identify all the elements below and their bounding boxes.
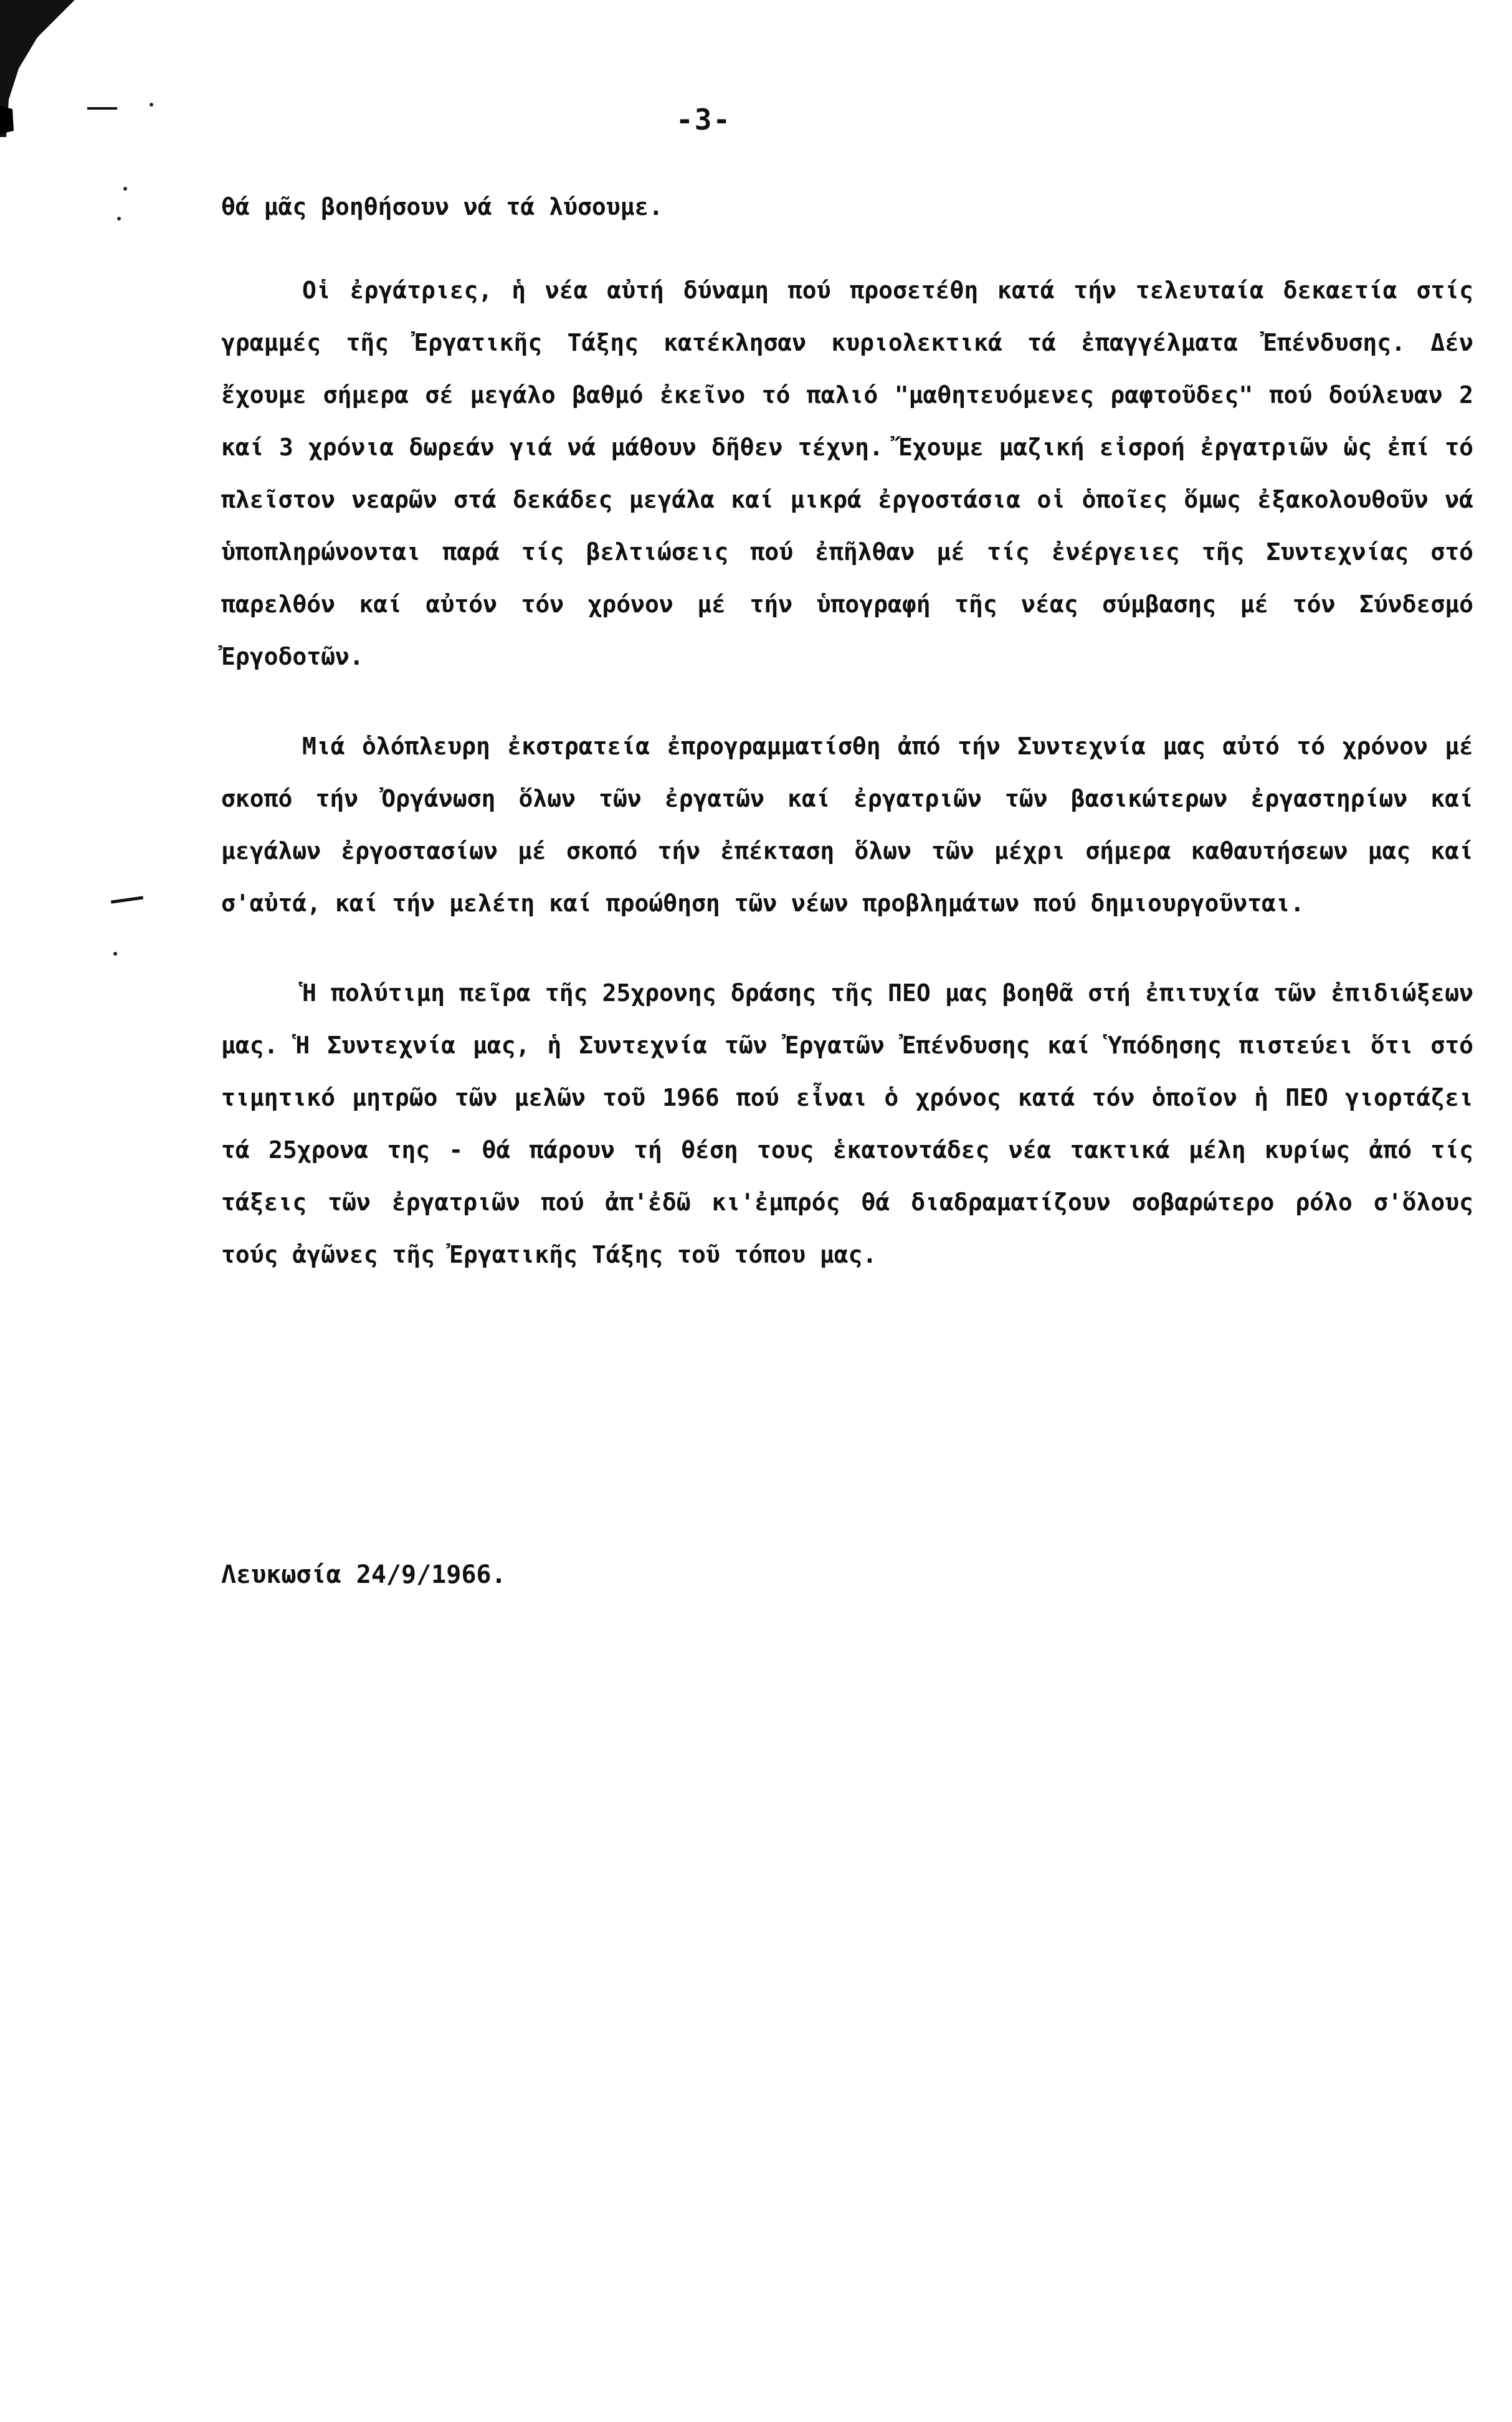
- margin-speck: [113, 952, 117, 956]
- margin-speck: [150, 103, 153, 107]
- page-number: -3-: [676, 103, 732, 136]
- paragraph-campaign: Μιά ὁλόπλευρη ἐκστρατεία ἐπρογραμματίσθη ἀπό τήν Συντεχνία μας αὐτό τό χρόνον μέ σκοπό τήν Ὀργάνωση ὅλων τῶν ἐργατῶν καί ἐργατριῶν τῶν βασικώτερων ἐργαστηρίων καί μεγάλων ἐργοστασίων μέ σκοπό τήν ἐπέκταση ὅλων τῶν μέχρι σήμερα καθαυτήσεων μας καί σ'αὐτά, καί τήν μελέτη καί προώθηση τῶν νέων προβλημάτων πού δημιουργοῦνται.: [221, 733, 1473, 917]
- margin-dash-top: [87, 107, 117, 110]
- letter-body: [221, 181, 1473, 1318]
- corner-scan-shadow: [0, 0, 93, 137]
- margin-speck: [123, 187, 127, 191]
- margin-dash-mid: [111, 896, 143, 903]
- paragraph-continuation: θά μᾶς βοηθήσουν νά τά λύσουμε.: [221, 193, 663, 221]
- paragraph-women-workers: Οἱ ἐργάτριες, ἡ νέα αὐτή δύναμη πού προσετέθη κατά τήν τελευταία δεκαετία στίς γραμμές τῆς Ἐργατικῆς Τάξης κατέκλησαν κυριολεκτικά τά ἐπαγγέλματα Ἐπένδυσης. Δέν ἔχουμε σήμερα σέ μεγάλο βαθμό ἐκεῖνο τό παλιό "μαθητευόμενες ραφτοῦδες" πού δούλευαν 2 καί 3 χρόνια δωρεάν γιά νά μάθουν δῆθεν τέχνη. Ἔχουμε μαζική εἰσροή ἐργατριῶν ὡς ἐπί τό πλεῖστον νεαρῶν στά δεκάδες μεγάλα καί μικρά ἐργοστάσια οἱ ὁποῖες ὅμως ἐξακολουθοῦν νά ὑποπληρώνονται παρά τίς βελτιώσεις πού ἐπῆλθαν μέ τίς ἐνέργειες τῆς Συντεχνίας στό παρελθόν καί αὐτόν τόν χρόνον μέ τήν ὑπογραφή τῆς νέας σύμβασης μέ τόν Σύνδεσμό Ἐργοδοτῶν.: [221, 277, 1473, 670]
- margin-speck: [117, 217, 121, 221]
- paragraph-peo-experience: Ἡ πολύτιμη πεῖρα τῆς 25χρονης δράσης τῆς ΠΕΟ μας βοηθᾶ στή ἐπιτυχία τῶν ἐπιδιώξεων μας. Ἡ Συντεχνία μας, ἡ Συντεχνία τῶν Ἐργατῶν Ἐπένδυσης καί Ὑπόδησης πιστεύει ὅτι στό τιμητικό μητρῶο τῶν μελῶν τοῦ 1966 πού εἶναι ὁ χρόνος κατά τόν ὁποῖον ἡ ΠΕΟ γιορτάζει τά 25χρονα της - θά πάρουν τή θέση τους ἑκατοντάδες νέα τακτικά μέλη κυρίως ἀπό τίς τάξεις τῶν ἐργατριῶν πού ἀπ'ἐδῶ κι'ἐμπρός θά διαδραματίζουν σοβαρώτερο ρόλο σ'ὅλους τούς ἀγῶνες τῆς Ἐργατικῆς Τάξης τοῦ τόπου μας.: [221, 979, 1473, 1268]
- place-date-line: Λευκωσία 24/9/1966.: [221, 1560, 506, 1589]
